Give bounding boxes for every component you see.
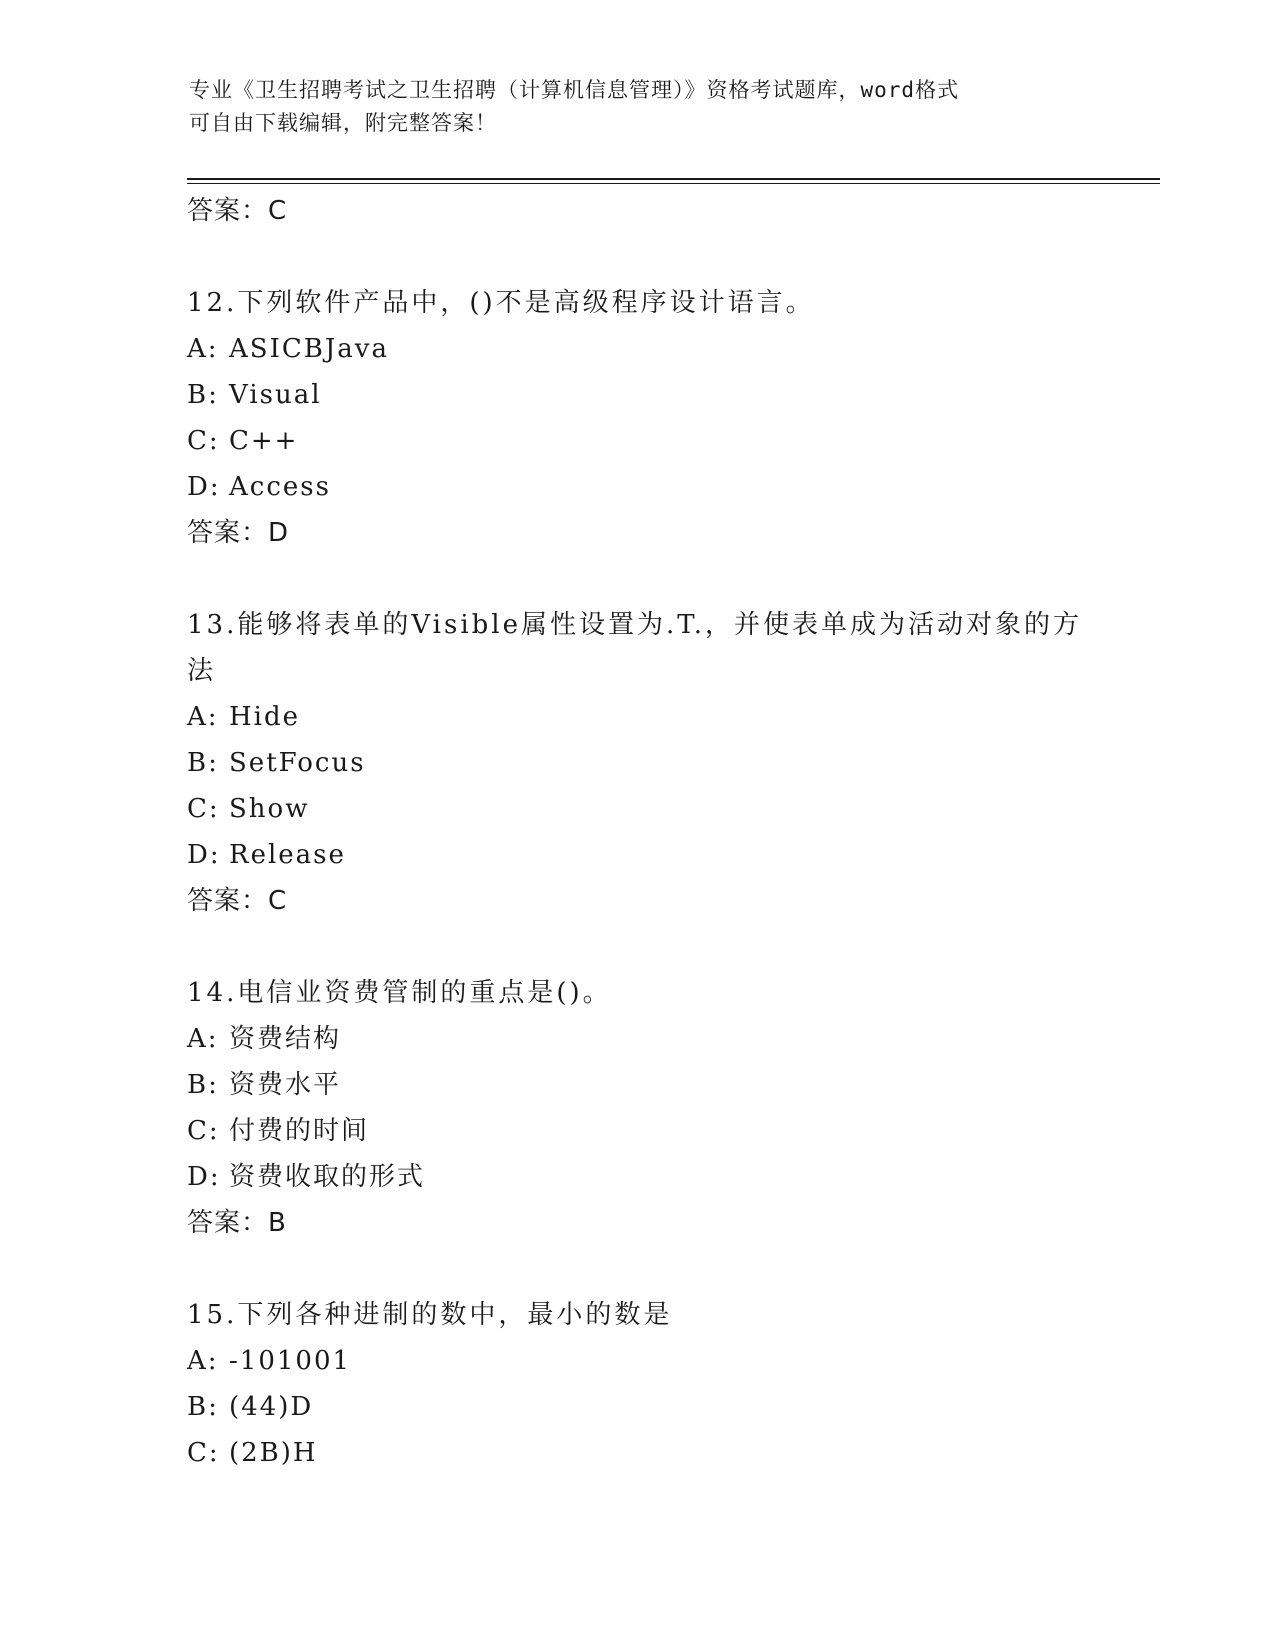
option-letter: A: [187,334,219,364]
spacer [187,1246,1087,1292]
option-b [187,1062,1087,1108]
question-text: 12.下列软件产品中，()不是高级程序设计语言。 [187,288,815,318]
option-text: (44)D [229,1392,314,1422]
option-d [187,1154,1087,1200]
header-divider-thick [187,178,1160,180]
option-letter: D: [187,1162,221,1192]
option-a [187,1016,1087,1062]
option-letter: A: [187,702,219,732]
option-c [187,786,1087,832]
option-letter: D: [187,472,221,502]
option-c [187,418,1087,464]
option-text: 资费收取的形式 [229,1162,426,1192]
option-letter: C: [187,1116,220,1146]
option-text: Release [229,840,346,870]
answer-line: 答案：B [187,1208,287,1238]
spacer [187,234,1087,280]
question-block [187,970,1087,1246]
question-block [187,280,1087,556]
option-letter: C: [187,794,220,824]
option-letter: B: [187,1392,219,1422]
option-text: C++ [229,426,299,456]
option-c [187,1430,1087,1476]
answer-line: 答案：C [187,886,288,916]
option-text: Access [229,472,331,502]
option-letter: B: [187,1070,219,1100]
option-b [187,372,1087,418]
option-text: Show [229,794,310,824]
option-text: (2B)H [229,1438,318,1468]
question-text: 15.下列各种进制的数中，最小的数是 [187,1300,673,1330]
answer-line: 答案：C [187,196,288,226]
option-a [187,694,1087,740]
option-letter: A: [187,1024,219,1054]
option-d [187,832,1087,878]
option-a [187,326,1087,372]
question-text: 13.能够将表单的Visible属性设置为.T.，并使表单成为活动对象的方法 [187,610,1083,686]
option-b [187,740,1087,786]
header-divider-thin [187,183,1160,184]
question-block [187,1292,1087,1476]
option-text: 资费结构 [229,1024,342,1054]
option-letter: B: [187,380,219,410]
option-text: Visual [229,380,322,410]
option-text: SetFocus [229,748,366,778]
option-text: ASICBJava [229,334,389,364]
option-c [187,1108,1087,1154]
document-header [189,74,1089,140]
spacer [187,924,1087,970]
answer-line: 答案：D [187,518,290,548]
option-b [187,1384,1087,1430]
question-list [187,188,1087,1476]
spacer [187,556,1087,602]
option-letter: C: [187,1438,220,1468]
header-line-2: 可自由下载编辑，附完整答案！ [189,111,497,135]
header-line-1: 专业《卫生招聘考试之卫生招聘（计算机信息管理）》资格考试题库，word格式 [189,78,960,102]
option-text: 付费的时间 [229,1116,370,1146]
option-letter: C: [187,426,220,456]
option-text: 资费水平 [229,1070,342,1100]
question-text: 14.电信业资费管制的重点是()。 [187,978,612,1008]
option-text: -101001 [229,1346,352,1376]
option-letter: A: [187,1346,219,1376]
option-a [187,1338,1087,1384]
option-letter: D: [187,840,221,870]
option-text: Hide [229,702,301,732]
option-d [187,464,1087,510]
question-block [187,602,1087,924]
option-letter: B: [187,748,219,778]
